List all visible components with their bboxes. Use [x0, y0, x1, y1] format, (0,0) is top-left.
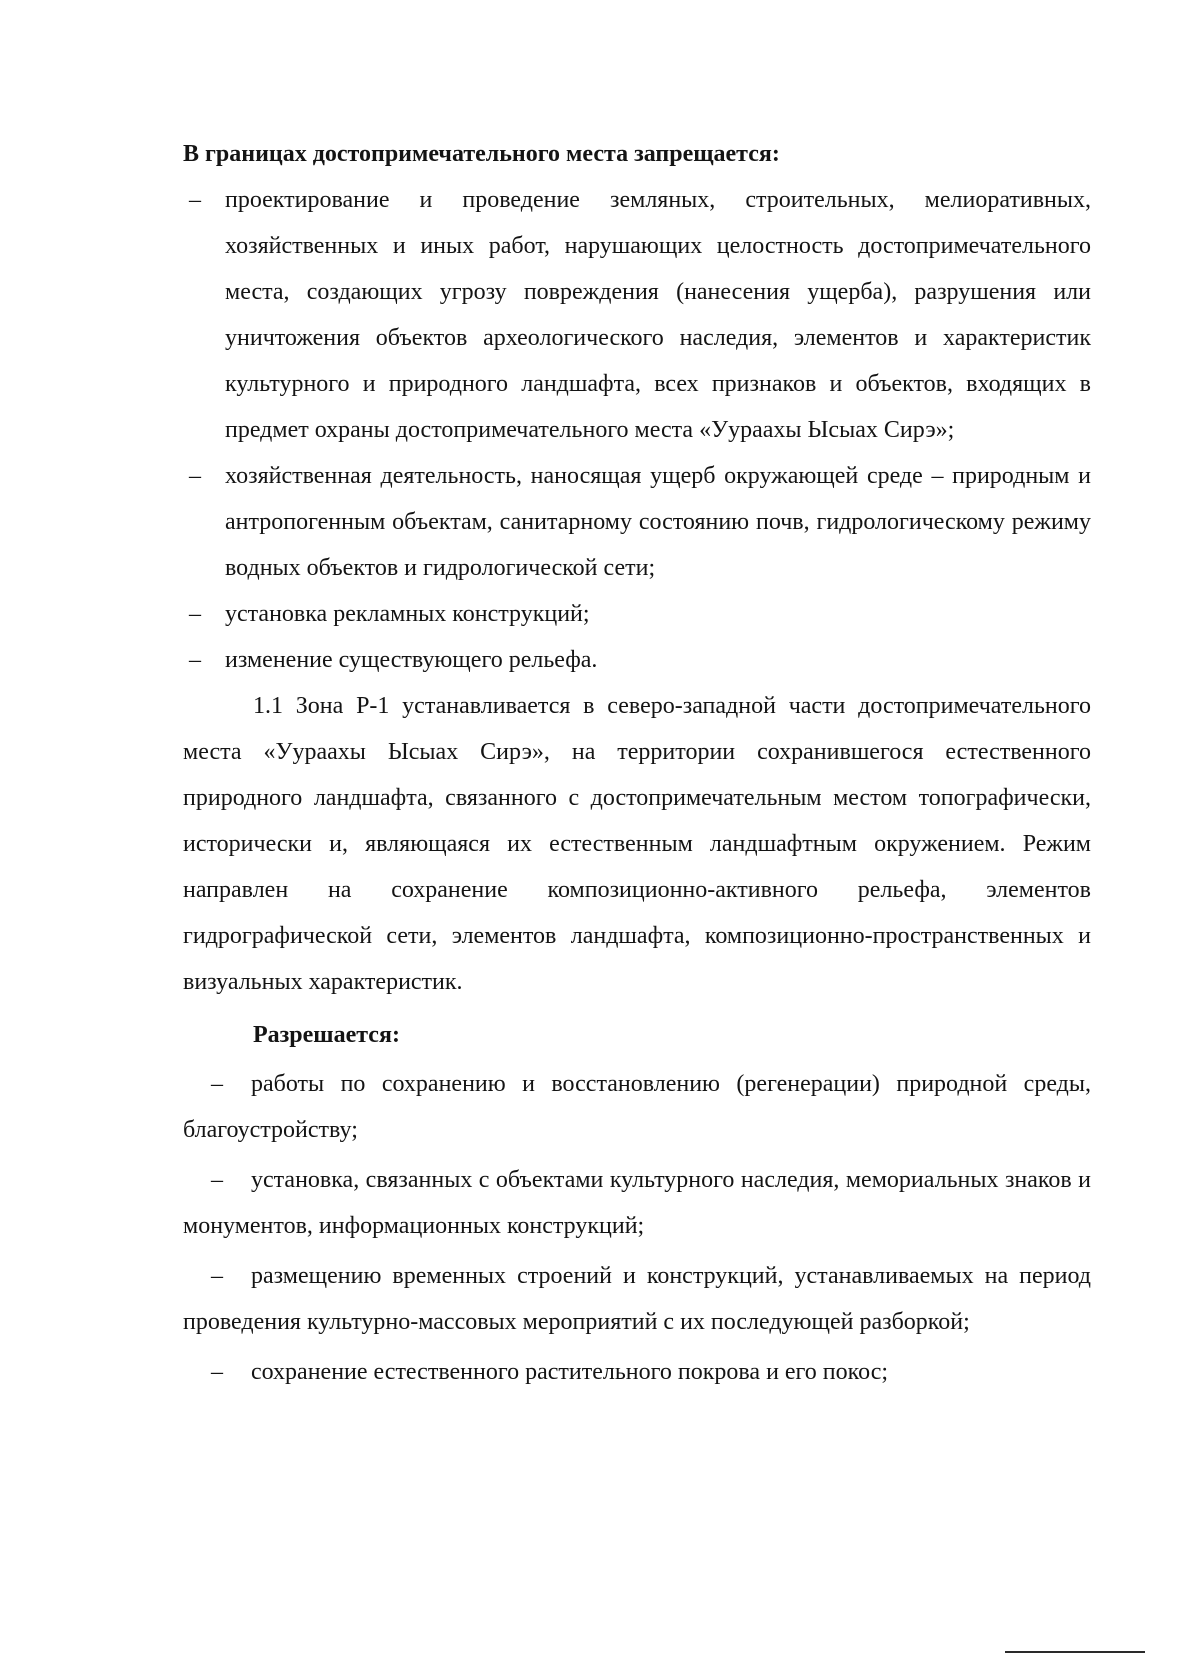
list-item-text: хозяйственная деятельность, наносящая ущерб окружающей среде – природным и антропогенным объектам, санитарному состоянию почв, гидрологическому режиму водных объектов и гидрологической сети; — [225, 463, 1091, 581]
list-item — [183, 1253, 1091, 1345]
list-item-text: изменение существующего рельефа. — [225, 647, 598, 673]
heading-allowed: Разрешается: — [253, 1022, 400, 1048]
list-item — [183, 1349, 1091, 1395]
dash-marker: – — [189, 463, 201, 489]
list-item-text: работы по сохранению и восстановлению (регенерации) природной среды, благоустройству; — [183, 1071, 1091, 1143]
dash-marker: – — [189, 187, 201, 213]
document-page — [183, 139, 1091, 1399]
dash-marker: – — [211, 1071, 223, 1097]
heading-prohibited: В границах достопримечательного места запрещается: — [183, 141, 780, 167]
list-item-text: установка, связанных с объектами культурного наследия, мемориальных знаков и монументов, информационных конструкций; — [183, 1167, 1091, 1239]
list-item — [183, 591, 1091, 637]
prohibited-list — [183, 177, 1091, 683]
list-item — [183, 1061, 1091, 1153]
dash-marker: – — [189, 601, 201, 627]
list-item-text: установка рекламных конструкций; — [225, 601, 590, 627]
list-item-text: сохранение естественного растительного покрова и его покос; — [251, 1359, 889, 1385]
footer-rule — [1005, 1651, 1145, 1653]
list-item — [183, 453, 1091, 591]
list-item — [183, 177, 1091, 453]
zone-paragraph: 1.1 Зона Р-1 устанавливается в северо-западной части достопримечательного места «Уураахы Ысыах Сирэ», на территории сохранившегося естественного природного ландшафта, связанного с достопримечательным местом топографически, исторически и, являющаяся их естественным ландшафтным окружением. Режим направлен на сохранение композиционно-активного рельефа, элементов гидрографической сети, элементов ландшафта, композиционно-пространственных и визуальных характеристик. — [183, 693, 1091, 995]
dash-marker: – — [189, 647, 201, 673]
dash-marker: – — [211, 1263, 223, 1289]
list-item-text: проектирование и проведение земляных, строительных, мелиоративных, хозяйственных и иных работ, нарушающих целостность достопримечательного места, создающих угрозу повреждения (нанесения ущерба), разрушения или уничтожения объектов археологического наследия, элементов и характеристик культурного и природного ландшафта, всех признаков и объектов, входящих в предмет охраны достопримечательного места «Уураахы Ысыах Сирэ»; — [225, 187, 1091, 443]
allowed-list — [183, 1061, 1091, 1395]
list-item — [183, 637, 1091, 683]
dash-marker: – — [211, 1167, 223, 1193]
list-item-text: размещению временных строений и конструкций, устанавливаемых на период проведения культурно-массовых мероприятий с их последующей разборкой; — [183, 1263, 1091, 1335]
dash-marker: – — [211, 1359, 223, 1385]
list-item — [183, 1157, 1091, 1249]
